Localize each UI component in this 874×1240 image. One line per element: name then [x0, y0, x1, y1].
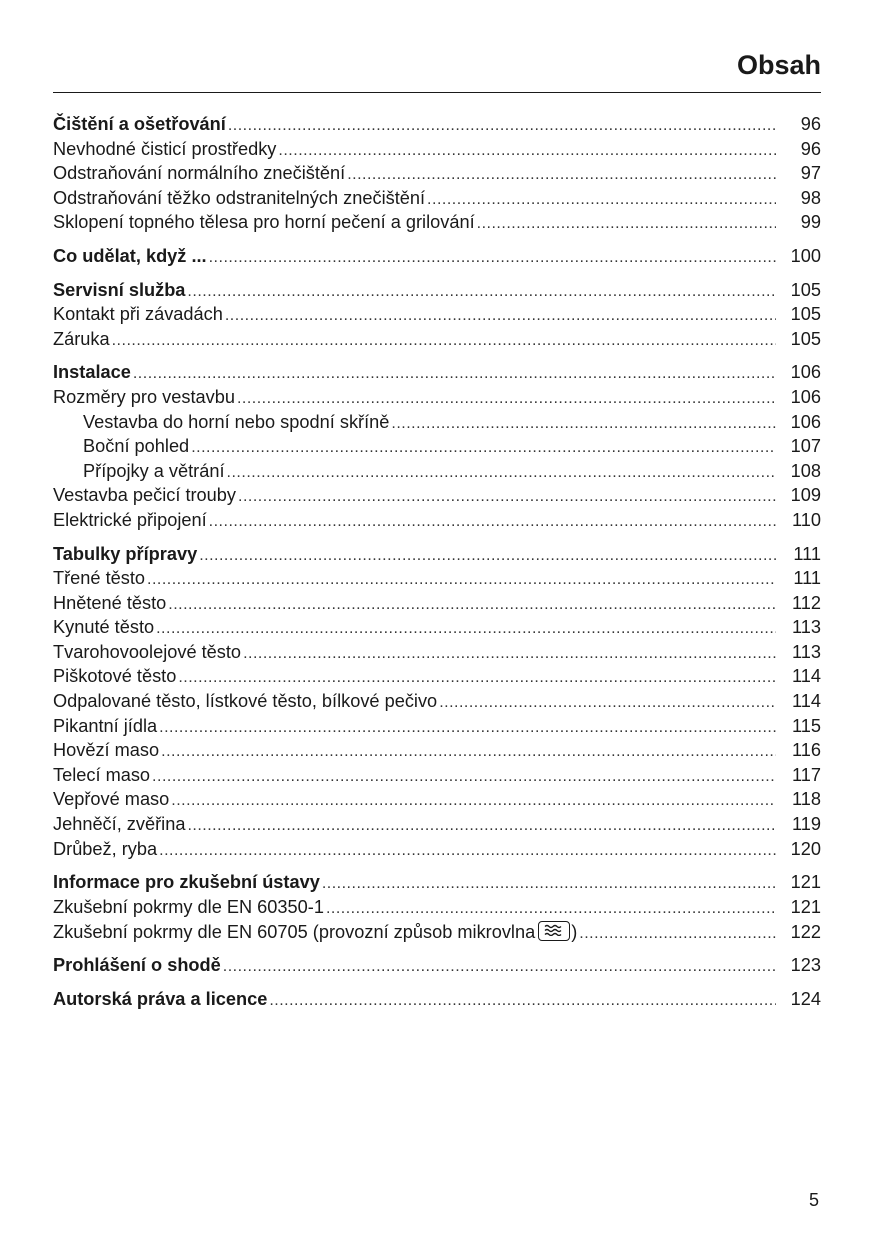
toc-heading-entry[interactable] — [53, 362, 821, 387]
toc-heading-entry[interactable] — [53, 544, 821, 569]
toc-entry-label — [53, 617, 154, 638]
toc-heading-entry[interactable] — [53, 280, 821, 305]
toc-entry-text: Prohlášení o shodě — [53, 955, 221, 975]
header-divider — [53, 92, 821, 93]
toc-entry[interactable] — [53, 740, 821, 765]
microwave-mode-icon — [538, 921, 570, 941]
toc-entry-label — [53, 897, 324, 918]
toc-entry-text: Přípojky a větrání — [83, 460, 225, 481]
toc-entry-text: Zkušební pokrmy dle EN 60705 (provozní způsob mikrovlna — [53, 922, 536, 943]
toc-entry-text: Rozměry pro vestavbu — [53, 386, 235, 407]
toc-entry[interactable] — [53, 897, 821, 922]
toc-entry-label — [53, 114, 226, 135]
toc-entry[interactable] — [53, 789, 821, 814]
toc-entry-label — [53, 246, 207, 267]
toc-entry-label — [53, 212, 475, 233]
toc-entry-label — [53, 304, 223, 325]
toc-entry-label — [53, 412, 389, 433]
toc-entry-text: Co udělat, když ... — [53, 245, 207, 266]
toc-entry[interactable] — [53, 839, 821, 864]
toc-entry[interactable] — [53, 212, 821, 237]
toc-entry-page: 115 — [792, 715, 821, 736]
toc-entry-label — [53, 568, 145, 589]
dot-leader — [161, 743, 776, 761]
toc-entry-label — [53, 329, 110, 350]
toc-entry-label — [53, 544, 197, 565]
toc-entry-label — [53, 716, 157, 737]
dot-leader — [133, 365, 776, 383]
dot-leader — [156, 620, 776, 638]
toc-entry[interactable] — [53, 163, 821, 188]
toc-entry-page: 121 — [790, 896, 821, 917]
toc-entry[interactable] — [53, 139, 821, 164]
toc-heading-entry[interactable] — [53, 955, 821, 980]
dot-leader — [269, 992, 776, 1010]
toc-entry[interactable] — [53, 461, 821, 486]
toc-entry-text: Hovězí maso — [53, 740, 160, 761]
toc-entry[interactable] — [53, 568, 821, 593]
dot-leader — [147, 571, 776, 589]
toc-entry-page: 124 — [790, 988, 821, 1009]
dot-leader — [209, 513, 776, 531]
toc-entry-label — [53, 280, 185, 301]
toc-entry-page: 99 — [800, 212, 821, 233]
toc-entry-text: Záruka — [53, 328, 110, 349]
toc-entry-text: Informace pro zkušební ústavy — [53, 872, 320, 893]
toc-entry-label — [53, 789, 169, 810]
dot-leader — [322, 875, 776, 893]
toc-entry-label — [53, 814, 185, 835]
toc-entry-label — [53, 921, 577, 943]
dot-leader — [152, 768, 776, 786]
toc-entry[interactable] — [53, 765, 821, 790]
toc-entry-text: Boční pohled — [83, 436, 190, 457]
toc-entry-page: 109 — [790, 485, 821, 506]
dot-leader — [187, 817, 776, 835]
dot-leader — [477, 215, 776, 233]
toc-entry-page: 113 — [792, 641, 821, 662]
toc-entry-text: Instalace — [53, 362, 131, 383]
toc-entry-label — [53, 510, 207, 531]
toc-entry-label — [53, 163, 345, 184]
dot-leader — [278, 142, 776, 160]
toc-entry[interactable] — [53, 412, 821, 437]
toc-section — [53, 989, 821, 1014]
toc-entry-text: Odstraňování těžko odstranitelných znečištění — [53, 187, 426, 208]
toc-entry[interactable] — [53, 691, 821, 716]
toc-entry-text: Tabulky přípravy — [53, 543, 198, 564]
toc-entry[interactable] — [53, 921, 821, 946]
toc-entry-text: Vepřové maso — [53, 789, 170, 810]
toc-entry[interactable] — [53, 304, 821, 329]
toc-entry-text: Pikantní jídla — [53, 715, 158, 736]
toc-entry-text: Vestavba do horní nebo spodní skříně — [83, 411, 390, 432]
toc-entry-label — [53, 436, 189, 457]
toc-entry[interactable] — [53, 329, 821, 354]
toc-entry[interactable] — [53, 716, 821, 741]
toc-section — [53, 280, 821, 354]
toc-entry-label — [53, 362, 131, 383]
toc-entry-label — [53, 666, 176, 687]
dot-leader — [439, 694, 776, 712]
dot-leader — [225, 307, 776, 325]
toc-entry-label — [53, 765, 150, 786]
toc-entry-text: Kynuté těsto — [53, 617, 155, 638]
dot-leader — [187, 283, 776, 301]
page-title: Obsah — [736, 50, 821, 80]
toc-entry-page: 97 — [800, 163, 821, 184]
toc-entry-label — [53, 188, 425, 209]
dot-leader — [427, 191, 776, 209]
toc-entry-page: 106 — [790, 386, 821, 407]
toc-entry-page: 98 — [800, 187, 821, 208]
toc-entry-page: 108 — [790, 460, 821, 481]
toc-entry-text: Odstraňování normálního znečištění — [53, 163, 346, 184]
toc-entry-page: 114 — [792, 666, 821, 687]
toc-entry-text: Čištění a ošetřování — [53, 114, 226, 134]
toc-entry-page: 96 — [800, 138, 821, 159]
toc-entry-page: 105 — [790, 328, 821, 349]
toc-section — [53, 872, 821, 946]
dot-leader — [171, 792, 776, 810]
toc-entry-text: Hnětené těsto — [53, 592, 167, 613]
dot-leader — [223, 958, 776, 976]
toc-section — [53, 246, 821, 271]
toc-entry-text: Autorská práva a licence — [53, 988, 268, 1009]
dot-leader — [159, 719, 776, 737]
toc-entry-text: Telecí maso — [53, 764, 151, 785]
toc-entry-page: 117 — [792, 764, 821, 785]
toc-entry-page: 111 — [793, 543, 821, 564]
toc-entry-page: 105 — [790, 304, 821, 325]
toc-entry-page: 114 — [792, 691, 821, 712]
toc-section — [53, 955, 821, 980]
toc-entry-label — [53, 691, 437, 712]
dot-leader — [209, 249, 776, 267]
toc-entry-label — [53, 461, 225, 482]
toc-entry-text: Třené těsto — [53, 568, 145, 589]
toc-entry[interactable] — [53, 510, 821, 535]
toc-entry-text: Vestavba pečicí trouby — [53, 485, 236, 506]
toc-entry-label — [53, 387, 235, 408]
toc-entry-page: 100 — [790, 245, 821, 266]
dot-leader — [391, 415, 776, 433]
toc-entry-label — [53, 740, 159, 761]
toc-entry-page: 122 — [790, 922, 821, 943]
dot-leader — [227, 464, 776, 482]
dot-leader — [159, 842, 776, 860]
toc-entry-text: Drůbež, ryba — [53, 838, 158, 859]
toc-entry-text: Tvarohovoolejové těsto — [53, 641, 242, 662]
toc-heading-entry[interactable] — [53, 989, 821, 1014]
toc-entry-label — [53, 593, 166, 614]
toc-entry-text: Piškotové těsto — [53, 666, 177, 687]
toc-entry-page: 106 — [790, 362, 821, 383]
toc-entry-text: Elektrické připojení — [53, 509, 207, 530]
toc-entry-text: Kontakt při závadách — [53, 304, 223, 325]
toc-entry-label — [53, 872, 320, 893]
toc-entry-suffix: ) — [571, 922, 578, 943]
table-of-contents — [53, 114, 821, 1022]
dot-leader — [243, 645, 776, 663]
dot-leader — [199, 547, 776, 565]
toc-entry-page: 107 — [790, 436, 821, 457]
toc-heading-entry[interactable] — [53, 246, 821, 271]
toc-entry-page: 112 — [792, 592, 821, 613]
toc-entry-label — [53, 642, 241, 663]
toc-entry-page: 119 — [792, 814, 821, 835]
toc-entry[interactable] — [53, 666, 821, 691]
dot-leader — [237, 390, 776, 408]
toc-entry-text: Nevhodné čisticí prostředky — [53, 138, 277, 159]
toc-entry-label — [53, 139, 276, 160]
toc-entry-page: 121 — [790, 872, 821, 893]
toc-entry-page: 120 — [790, 838, 821, 859]
toc-entry-page: 118 — [792, 789, 821, 810]
dot-leader — [112, 332, 776, 350]
toc-entry-page: 96 — [800, 114, 821, 134]
toc-entry-page: 110 — [792, 509, 821, 530]
toc-entry-text: Zkušební pokrmy dle EN 60350-1 — [53, 896, 324, 917]
toc-entry-page: 105 — [790, 279, 821, 300]
toc-entry[interactable] — [53, 814, 821, 839]
dot-leader — [326, 900, 776, 918]
dot-leader — [191, 439, 776, 457]
page-number: 5 — [808, 1190, 819, 1210]
toc-entry[interactable] — [53, 188, 821, 213]
toc-entry[interactable] — [53, 617, 821, 642]
toc-entry-page: 111 — [793, 568, 821, 589]
dot-leader — [228, 117, 776, 135]
toc-entry[interactable] — [53, 387, 821, 412]
toc-entry-page: 113 — [792, 617, 821, 638]
toc-entry-text: Sklopení topného tělesa pro horní pečení a grilování — [53, 212, 475, 233]
toc-heading-entry[interactable] — [53, 114, 821, 139]
toc-entry-text: Servisní služba — [53, 279, 186, 300]
toc-section — [53, 544, 821, 864]
toc-section — [53, 114, 821, 237]
dot-leader — [168, 596, 776, 614]
dot-leader — [178, 669, 776, 687]
toc-entry[interactable] — [53, 593, 821, 618]
toc-entry-text: Odpalované těsto, lístkové těsto, bílkové pečivo — [53, 691, 438, 712]
toc-entry-page: 116 — [792, 740, 821, 761]
dot-leader — [579, 925, 776, 943]
toc-entry-text: Jehněčí, zvěřina — [53, 814, 186, 835]
toc-entry-label — [53, 955, 221, 976]
dot-leader — [238, 488, 776, 506]
toc-entry-label — [53, 839, 157, 860]
toc-entry[interactable] — [53, 485, 821, 510]
toc-entry-page: 106 — [790, 411, 821, 432]
toc-entry-page: 123 — [790, 955, 821, 975]
dot-leader — [347, 166, 776, 184]
toc-entry[interactable] — [53, 436, 821, 461]
toc-heading-entry[interactable] — [53, 872, 821, 897]
toc-entry[interactable] — [53, 642, 821, 667]
toc-entry-label — [53, 989, 267, 1010]
toc-section — [53, 362, 821, 534]
toc-entry-label — [53, 485, 236, 506]
